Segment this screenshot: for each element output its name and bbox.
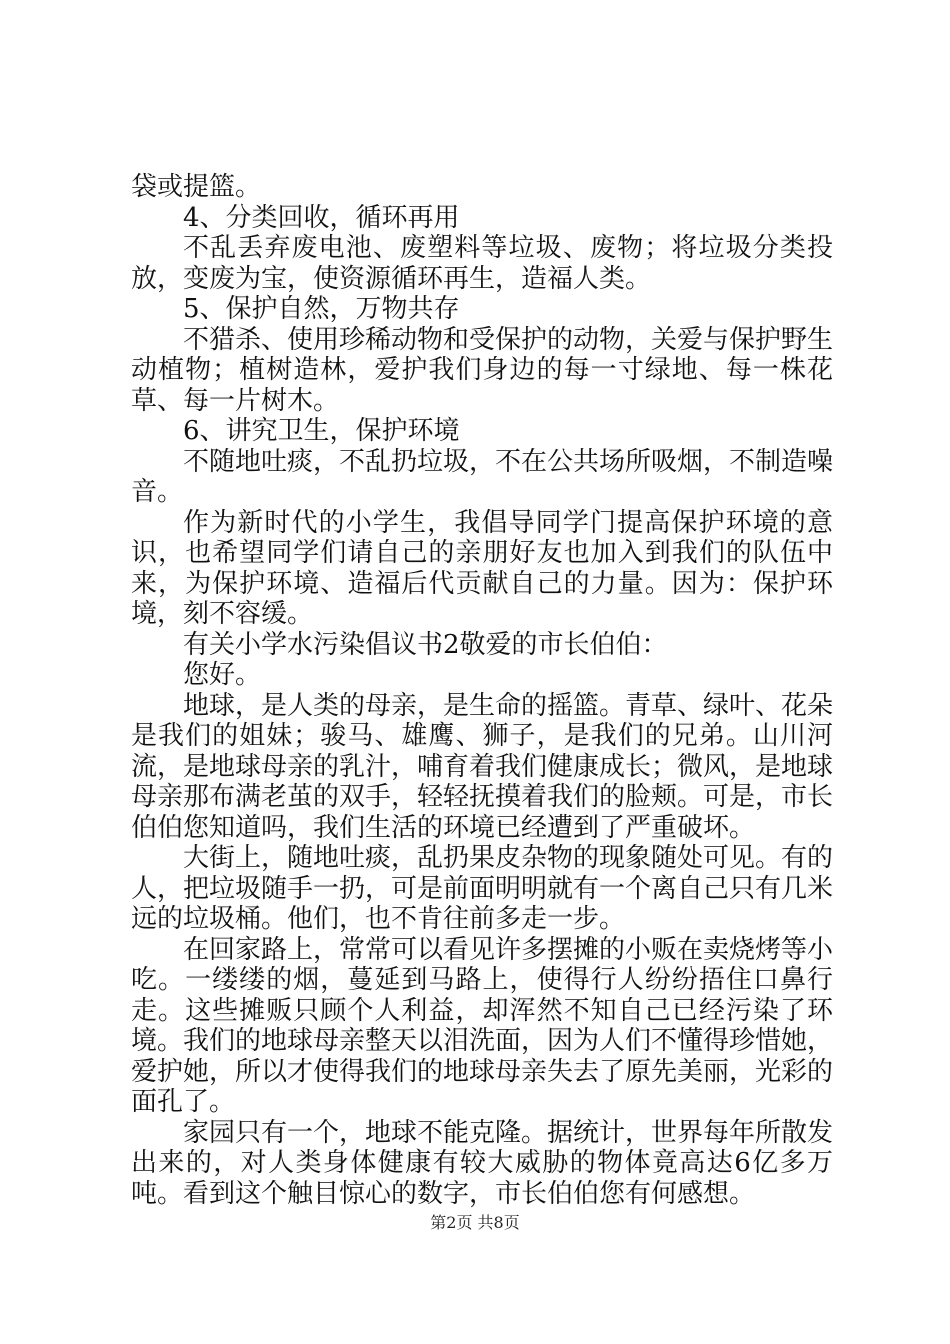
paragraph-10-greeting: 您好。 bbox=[183, 660, 262, 690]
paragraph-14: 家园只有一个，地球不能克隆。据统计，世界每年所散发出来的，对人类身体健康有较大威胁的物体竟高达6亿多万吨。看到这个触目惊心的数字，市长伯伯您有何感想。 bbox=[131, 1117, 834, 1209]
document-body bbox=[131, 172, 833, 1209]
paragraph-1: 袋或提篮。 bbox=[131, 172, 262, 202]
paragraph-5: 不猎杀、使用珍稀动物和受保护的动物，关爱与保护野生动植物；植树造林，爱护我们身边的每一寸绿地、每一株花草、每一片树木。 bbox=[131, 324, 834, 416]
paragraph-11: 地球，是人类的母亲，是生命的摇篮。青草、绿叶、花朵是我们的姐妹；骏马、雄鹰、狮子，是我们的兄弟。山川河流，是地球母亲的乳汁，哺育着我们健康成长；微风，是地球母亲那布满老茧的双手，轻轻抚摸着我们的脸颊。可是，市长伯伯您知道吗，我们生活的环境已经遭到了严重破坏。 bbox=[131, 690, 834, 843]
paragraph-13: 在回家路上，常常可以看见许多摆摊的小贩在卖烧烤等小吃。一缕缕的烟，蔓延到马路上，使得行人纷纷捂住口鼻行走。这些摊贩只顾个人利益，却浑然不知自己已经污染了环境。我们的地球母亲整天以泪洗面，因为人们不懂得珍惜她，爱护她，所以才使得我们的地球母亲失去了原先美丽，光彩的面孔了。 bbox=[131, 934, 834, 1117]
paragraph-2-heading: 4、分类回收，循环再用 bbox=[183, 202, 460, 233]
paragraph-8: 作为新时代的小学生，我倡导同学门提高保护环境的意识，也希望同学们请自己的亲朋好友也加入到我们的队伍中来，为保护环境、造福后代贡献自己的力量。因为：保护环境，刻不容缓。 bbox=[131, 507, 833, 629]
paragraph-3: 不乱丢弃废电池、废塑料等垃圾、废物；将垃圾分类投放，变废为宝，使资源循环再生，造福人类。 bbox=[131, 233, 833, 294]
paragraph-6-heading: 6、讲究卫生，保护环境 bbox=[183, 416, 460, 446]
paragraph-9-title: 有关小学水污染倡议书2敬爱的市长伯伯： bbox=[183, 629, 668, 660]
paragraph-4-heading: 5、保护自然，万物共存 bbox=[183, 294, 460, 324]
paragraph-12: 大街上，随地吐痰，乱扔果皮杂物的现象随处可见。有的人，把垃圾随手一扔，可是前面明明就有一个离自己只有几米远的垃圾桶。他们，也不肯往前多走一步。 bbox=[131, 843, 834, 934]
page-number-footer: 第2页 共8页 bbox=[430, 1213, 520, 1232]
paragraph-7: 不随地吐痰，不乱扔垃圾，不在公共场所吸烟，不制造噪音。 bbox=[131, 446, 834, 507]
